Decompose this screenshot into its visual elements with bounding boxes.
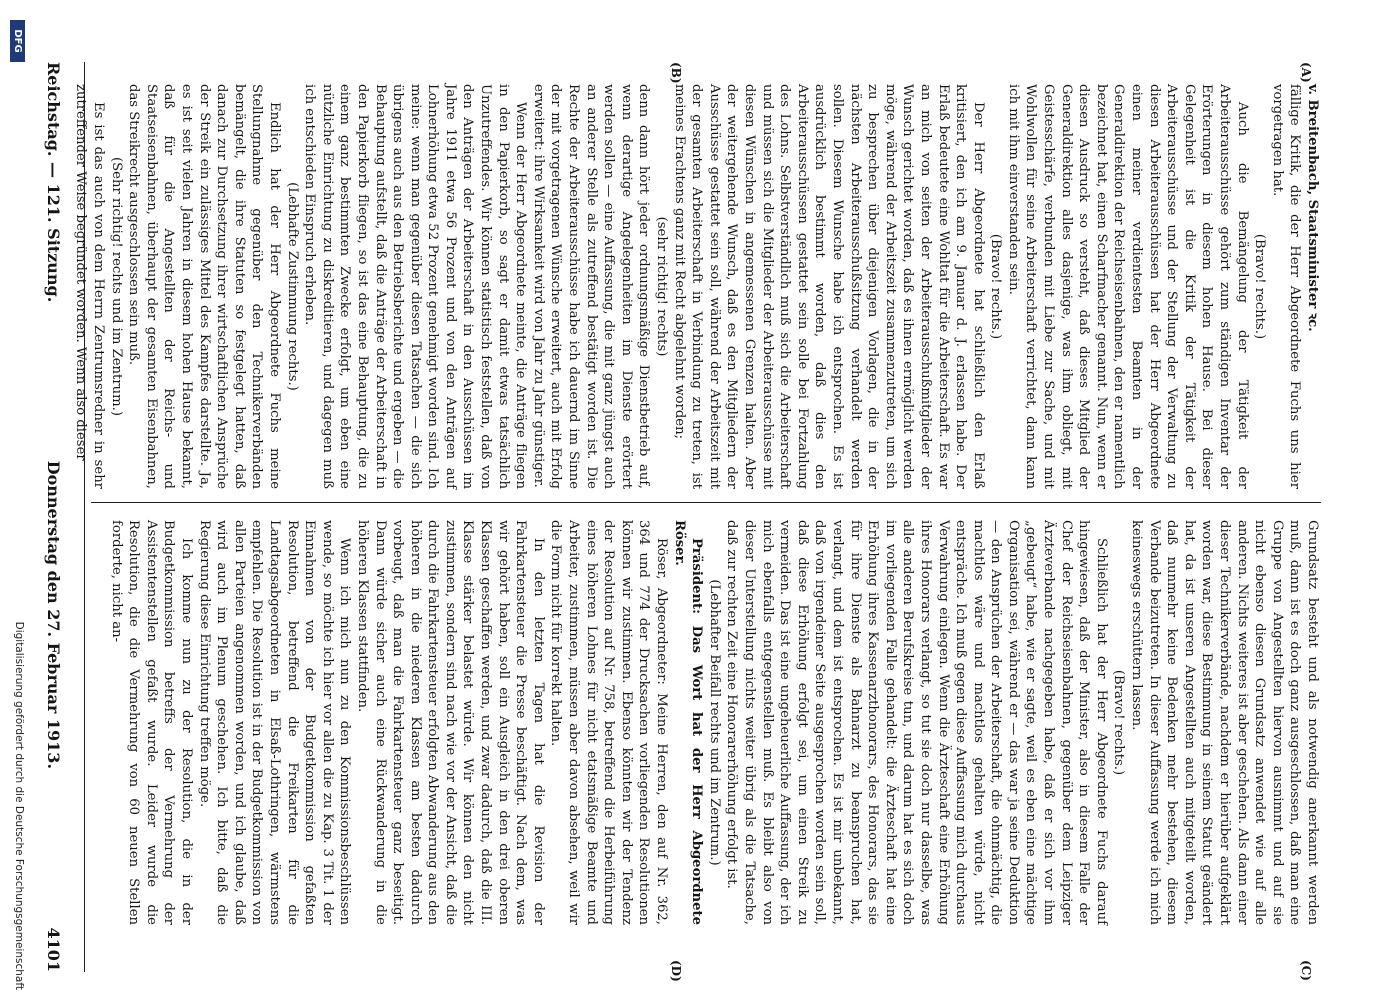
header-date: Donnerstag den 27. Februar 1913. bbox=[44, 460, 64, 770]
left-paragraph: fällige Kritik, die der Herr Abgeordnete Fuchs uns hier vorgetragen hat. bbox=[1269, 84, 1303, 489]
left-interjection: (sehr richtig! rechts) bbox=[654, 216, 670, 357]
left-paragraph: Endlich hat der Herr Abgeordnete Fuchs meine Stellungnahme gegenüber den Technikerverbänden bemängelt, die ihre Statuten so festgelegt hatten, daß danach zur Durchsetzung ihrer wirtschaftlichen Ansprüche der Streik ein zulässiges Mittel des Kampfes darstellte. Ja, es ist seit vielen Jahren in diesem hohen Hause bekannt, daß für die Angestellten der Reichs- und Staatseisenbahnen, überhaupt der gesamten Eisenbahnen, das Streikrecht ausgeschlossen sein muß. bbox=[126, 84, 282, 489]
page-number: 4101 bbox=[44, 927, 64, 972]
left-paragraph: Auch die Bemängelung der Tätigkeit der Arbeiterausschüsse gehört zum ständigen Inventar der Erörterungen in diesem hohen Hause. Bei dieser Gelegenheit ist die Kritik der Tätigkeit der Arbeiterausschüsse und der Stellung der Verwaltung zu diesen Arbeiterausschüssen hat der Herr Abgeordnete einen meiner verdientesten Beamten in der Generaldirektion der Reichseisenbahnen, den er namentlich bezeichnet hat, einen Scharfmacher genannt. Nun, wenn er diesen Ausdruck so versteht, daß dieses Mitglied der Generaldirektion alles dasjenige, was ihm obliegt, mit Geistesschärfe, verbunden mit Liebe zur Sache, und mit Wohlwollen für seine Arbeiterschaft verrichtet, dann kann ich mit ihm einverstanden sein. bbox=[1005, 84, 1250, 489]
margin-marker-a: (A) bbox=[1299, 62, 1313, 83]
header-session: Reichstag. — 121. Sitzung. bbox=[44, 62, 64, 303]
page-frame bbox=[12, 0, 1383, 1000]
left-interjection: (Bravo! rechts.) bbox=[988, 233, 1004, 340]
left-paragraph: Wenn der Herr Abgeordnete meinte, die Anträge fliegen in den Papierkorb, so sagt er damit etwas tatsächlich Unzutreffendes. Wir können statistisch feststellen, daß von den Anträgen der Arbeiterschaft in den Ausschüssen im Jahre 1911 etwa 56 Prozent und von den Anträgen auf Lohnerhöhung etwa 52 Prozent genehmigt worden sind. Ich meine: wenn man gegenüber diesen Tatsachen — die sich übrigens auch aus den Betriebsberichte und ergeben — die Behauptung aufstellt, daß die Anträge der Arbeiterschaft in den Papierkorb fliegen, so ist das eine Behauptung, die zu einem ganz bestimmten Zwecke erfolgt, um eben eine nützliche Einrichtung zu diskreditieren, und dagegen muß ich entschieden Einspruch erheben. bbox=[302, 84, 529, 489]
right-paragraph: In den letzten Tagen hat die Revision der Fahrkartensteuer die Presse beschäftigt. Nach dem, was wir gehört haben, soll ein Ausgleich in den drei oberen Klassen geschaffen werden, und zwar dadurch, daß die III. Klasse stärker belastet würde. Wir können den nicht zustimmen, sondern sind nach wie vor der Ansicht, daß die durch die Fahrkartensteuer erfolgten Abwanderung aus den höheren in die niederen Klassen am besten dadurch vorbeugt, daß man die Fahrkartensteuer ganz beseitigt. Dann würde sicher auch eine Rückwanderung in die höheren Klassen stattfinden. bbox=[354, 520, 546, 925]
right-paragraph: Wenn ich mich nun zu den Kommissionsbeschlüssen wende, so möchte ich hier vor allen die zu Kap. 3 Tit. 1 der Einnahmen von der Budgetkommission gefaßten Resolution, betreffend die Freikarten für die Landtagsabgeordneten in Elsaß-Lothringen, wärmstens empfehlen. Die Resolution ist in der Budgetkommission von allen Parteien angenommen worden, und ich glaube, daß wird auch im Plenum geschehen. Ich bitte, daß die Regierung diese Einrichtung treffen möge. bbox=[196, 520, 353, 925]
right-paragraph: Ich komme nun zu der Resolution, die in der Budgetkommission betreffs der Vermehrung der Assistentenstellen gefaßt wurde. Leider wurde die Resolution, die die Vermehrung von 60 neuen Stellen forderte, nicht an- bbox=[108, 520, 194, 925]
left-interjection: (Lebhafte Zustimmung rechts.) bbox=[284, 182, 300, 391]
right-column bbox=[101, 520, 1321, 925]
margin-marker-b: (B) bbox=[669, 62, 683, 84]
right-paragraph: Grundsatz besteht und als notwendig anerkannt werden muß, dann ist es doch ganz ausgeschlossen, daß man eine Gruppe von Angestellten hiervon ausnimmt und auf sie nicht ebenso diesen Grundsatz anwendet wie auf alle anderen. Nichts weiteres ist aber geschehen. Als dann einer dieser Technikerverbände, nachdem er hierüber aufgeklärt worden war, diese Bestimmung in seinem Statut geändert hat, da ist unseren Angestellten auch mitgeteilt worden, daß nunmehr keine Bedenken mehr bestehen, diesem Verbande beizutreten. In dieser Auffassung werde ich mich keineswegs erschüttern lassen. bbox=[1129, 520, 1320, 925]
margin-marker-c: (C) bbox=[1299, 960, 1313, 981]
dfg-logo: DFG bbox=[10, 20, 25, 62]
right-paragraph: Röser, Abgeordneter: Meine Herren, den auf Nr. 362, 364 und 774 der Drucksachen vorliegenden Resolutionen können wir zustimmen. Ebenso könnten wir der Tendenz der Resolution auf Nr. 758, betreffend die Herbeiführung eines höheren Lohnes für nicht etatsmäßige Beamte und Arbeiter, zustimmen, müssen aber davon absehen, weil wir die Form nicht für korrekt halten. bbox=[548, 520, 670, 925]
president-line: Präsident: Das Wort hat der Herr Abgeordnete Röser. bbox=[671, 520, 705, 925]
page-header bbox=[33, 62, 75, 972]
left-interjection: (Sehr richtig! rechts und im Zentrum.) bbox=[108, 156, 124, 416]
header-rule bbox=[84, 62, 85, 972]
column-divider bbox=[91, 502, 1321, 503]
digitization-credit: Digitalisierung gefördert durch die Deutsche Forschungsgemeinschaft bbox=[13, 621, 25, 990]
left-paragraph: Es ist das auch von dem Herrn Zentrumsredner in sehr zutreffender Weise begründet worden. Wenn also dieser bbox=[73, 84, 107, 489]
left-paragraph: denn dann hört jeder ordnungsmäßige Dienstbetrieb auf, wenn derartige Angelegenheiten im Dienste erörtert werden sollen — eine Auffassung, die mit ganz jüngst auch an anderer Stelle als zutreffend bestätigt worden ist. Die Rechte der Arbeiterausschüsse habe ich dauernd im Sinne der mit vorgetragenen Wünsche erweitert, auch mit Erfolg erweitert: ihre Wirksamkeit wird von Jahr zu Jahr günstiger. bbox=[530, 84, 652, 489]
right-interjection: (Bravo! rechts.) bbox=[1111, 669, 1127, 776]
right-paragraph: Schließlich hat der Herr Abgeordnete Fuchs darauf hingewiesen, daß der Minister, also in diesem Falle der Chef der Reichseisenbahnen, gegenüber dem Leipziger Ärzteverbande nachgegeben habe, daß er sich vor ihm „gebeugt“ habe, wie er sagte, weil es eben eine mächtige Organisation sei, während er — das war ja seine Deduktion — den Ansprüchen der Arbeiterschaft, die ohnmächtig, die machtlos wäre und machtlos gehalten würde, nicht entspräche. Ich muß gegen diese Auffassung mich durchaus Verwahrung einlegen. Wenn die Ärzteschaft eine Erhöhung ihres Honorars verlangt, so tut sie doch nur dasselbe, was alle anderen Berufskreise tun, und darum hat es sich doch im vorliegenden Falle gehandelt: die Ärzteschaft hat eine Erhöhung ihres Kassenarzthonorars, des Honorars, das sie für ihre Dienste als Bahnarzt zu beanspruchen hat, verlangt, und dem ist entsprochen. Es ist mir unbekannt, daß von irgendeiner Seite ausgesprochen worden sein soll, daß diese Erhöhung erfolgt sei, um einen Streik zu vermeiden. Das ist eine ungeheuerliche Auffassung, der ich mich ebenfalls entgegenstellen muß. Es bleibt also von dieser Unterstellung nichts weiter übrig als die Tatsache, daß zur rechten Zeit eine Honorarerhöhung erfolgt ist. bbox=[724, 520, 1109, 925]
margin-marker-d: (D) bbox=[669, 960, 683, 982]
left-column bbox=[73, 84, 1321, 489]
right-interjection: (Lebhafter Beifall rechts und im Zentrum.) bbox=[706, 579, 722, 866]
speaker-line: v. Breitenbach, Staatsminister ꝛc. bbox=[1305, 84, 1320, 332]
left-paragraph: Der Herr Abgeordnete hat schließlich den Erlaß kritisiert, den ich am 9. Januar d. J. erlassen habe. Der Erlaß bedeutete eine Wohltat für die Arbeiterschaft. Es war an mich von seiten der Arbeiterausschußmitglieder der Wunsch gerichtet worden, daß es ihnen ermöglicht werden möge, während der Arbeitszeit zusammenzutreten, um sich zu besprechen über diejenigen Vorlagen, die in der nächsten Arbeiterausschußsitzung verhandelt werden sollen. Diesem Wunsche habe ich entsprochen. Es ist ausdrücklich bestimmt worden, daß dies den Arbeiterausschüssen gestattet sein solle bei Fortzahlung des Lohns. Selbstverständlich muß sich die Arbeiterschaft und müssen sich die Mitglieder der Arbeiterausschüsse mit diesen Wünschen in angemessenen Grenzen halten. Aber der weitergehende Wunsch, daß es den Mitgliedern der Ausschüsse gestattet sein soll, während der Arbeitszeit mit der gesamten Arbeiterschaft in Verbindung zu treten, ist meines Erachtens ganz mit Recht abgelehnt worden; bbox=[671, 84, 986, 489]
left-interjection: (Bravo! rechts.) bbox=[1252, 233, 1268, 340]
